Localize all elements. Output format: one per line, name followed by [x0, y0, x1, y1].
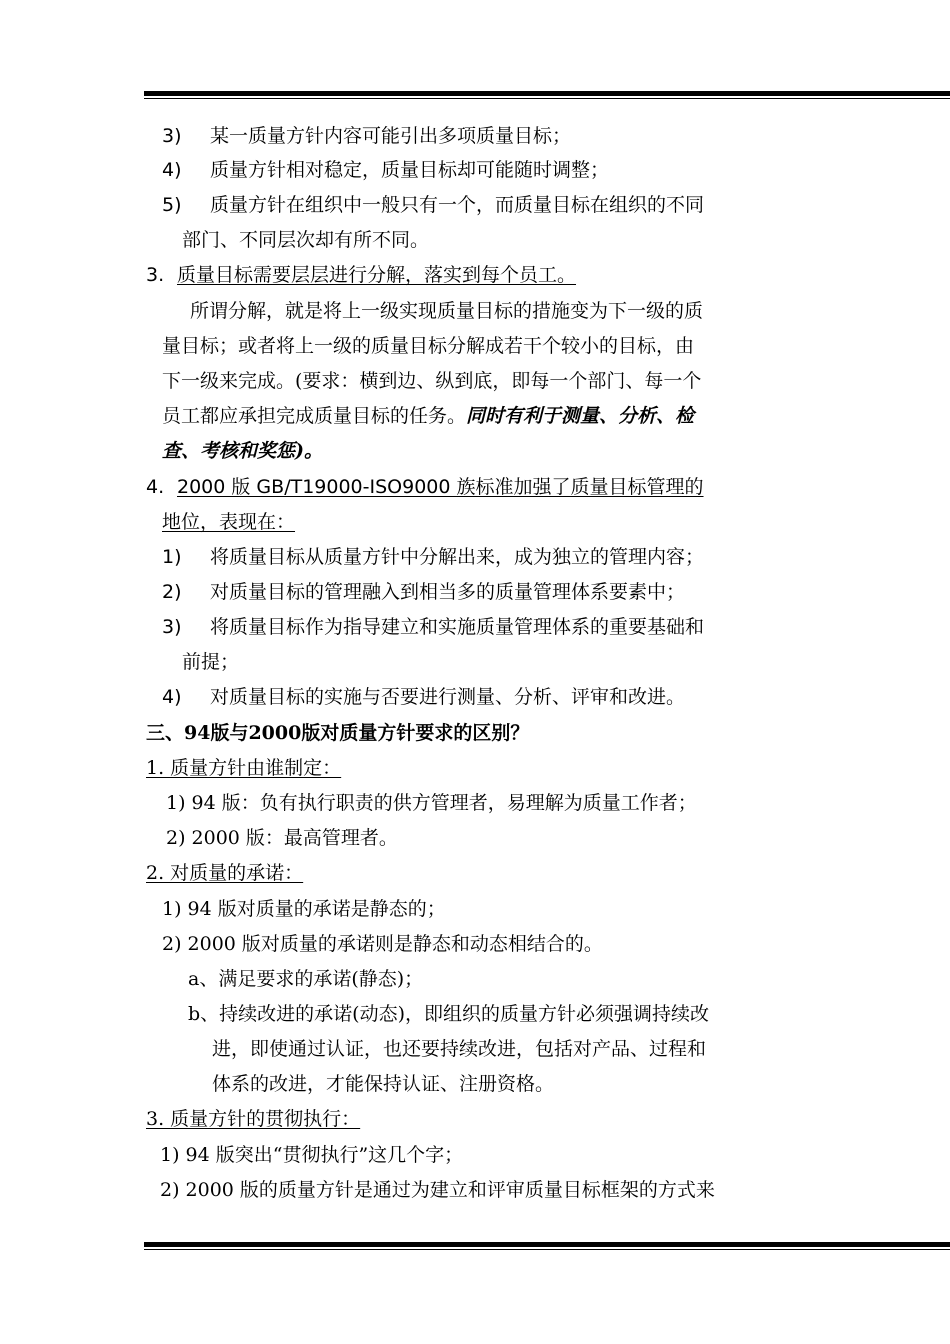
- emphasis-text: 同时有利于测量、分析、检: [466, 405, 695, 427]
- paragraph-line: 员工都应承担完成质量目标的任务。同时有利于测量、分析、检: [162, 405, 695, 427]
- emphasis-text: 查、考核和奖惩)。: [162, 440, 323, 462]
- header-rule: [144, 91, 950, 99]
- footer-rule: [144, 1242, 950, 1250]
